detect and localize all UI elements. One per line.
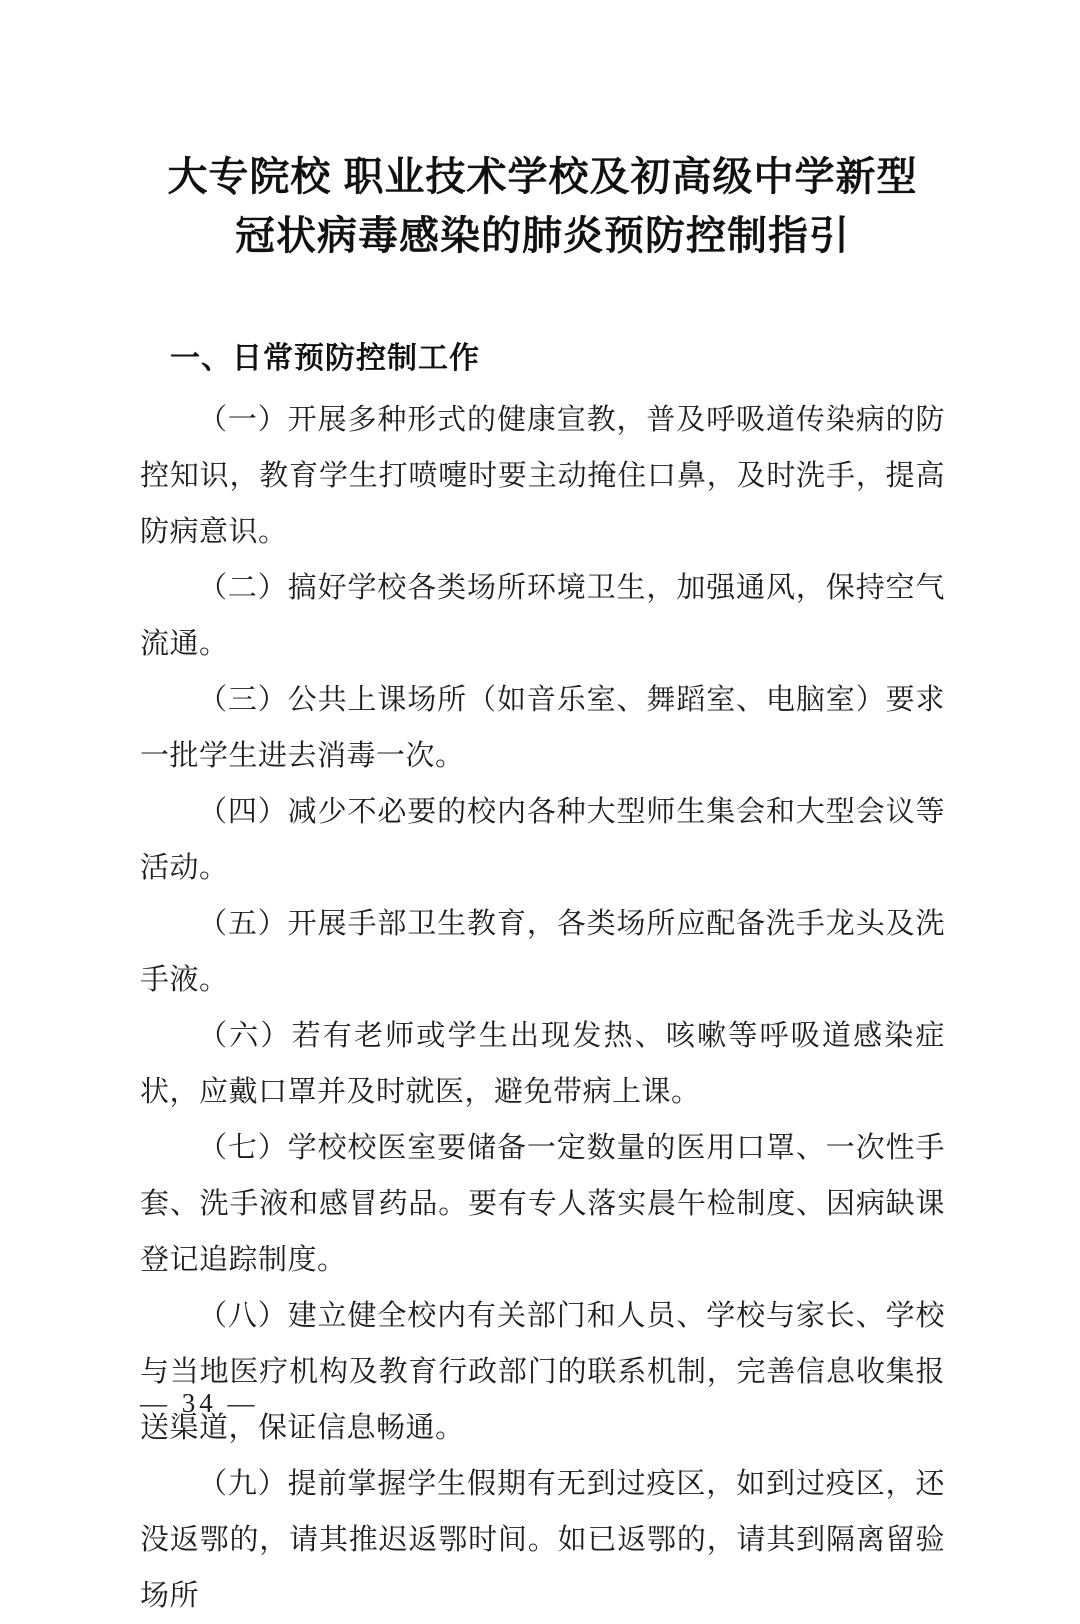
paragraph-4: （四）减少不必要的校内各种大型师生集会和大型会议等活动。 bbox=[140, 796, 945, 884]
paragraph-9: （九）提前掌握学生假期有无到过疫区，如到过疫区，还没返鄂的，请其推迟返鄂时间。如已返鄂的，请其到隔离留验场所 bbox=[140, 1468, 945, 1612]
paragraph-5: （五）开展手部卫生教育，各类场所应配备洗手龙头及洗手液。 bbox=[140, 908, 945, 996]
title-line-1: 大专院校 职业技术学校及初高级中学新型 bbox=[167, 155, 918, 199]
paragraph-7: （七）学校校医室要储备一定数量的医用口罩、一次性手套、洗手液和感冒药品。要有专人落实晨午检制度、因病缺课登记追踪制度。 bbox=[140, 1132, 945, 1276]
section-heading: 一、日常预防控制工作 bbox=[170, 342, 480, 375]
title-line-2: 冠状病毒感染的肺炎预防控制指引 bbox=[235, 214, 850, 258]
paragraph-1: （一）开展多种形式的健康宣教，普及呼吸道传染病的防控知识，教育学生打喷嚏时要主动掩住口鼻，及时洗手，提高防病意识。 bbox=[140, 404, 945, 548]
paragraph-6: （六）若有老师或学生出现发热、咳嗽等呼吸道感染症状，应戴口罩并及时就医，避免带病上课。 bbox=[140, 1020, 945, 1108]
paragraph-8: （八）建立健全校内有关部门和人员、学校与家长、学校与当地医疗机构及教育行政部门的联系机制，完善信息收集报送渠道，保证信息畅通。 bbox=[140, 1300, 945, 1444]
document-body bbox=[140, 392, 945, 1624]
paragraph-2: （二）搞好学校各类场所环境卫生，加强通风，保持空气流通。 bbox=[140, 572, 945, 660]
page-number: — 34 — bbox=[140, 1388, 259, 1418]
document-title bbox=[140, 148, 945, 266]
paragraph-3: （三）公共上课场所（如音乐室、舞蹈室、电脑室）要求一批学生进去消毒一次。 bbox=[140, 684, 945, 772]
